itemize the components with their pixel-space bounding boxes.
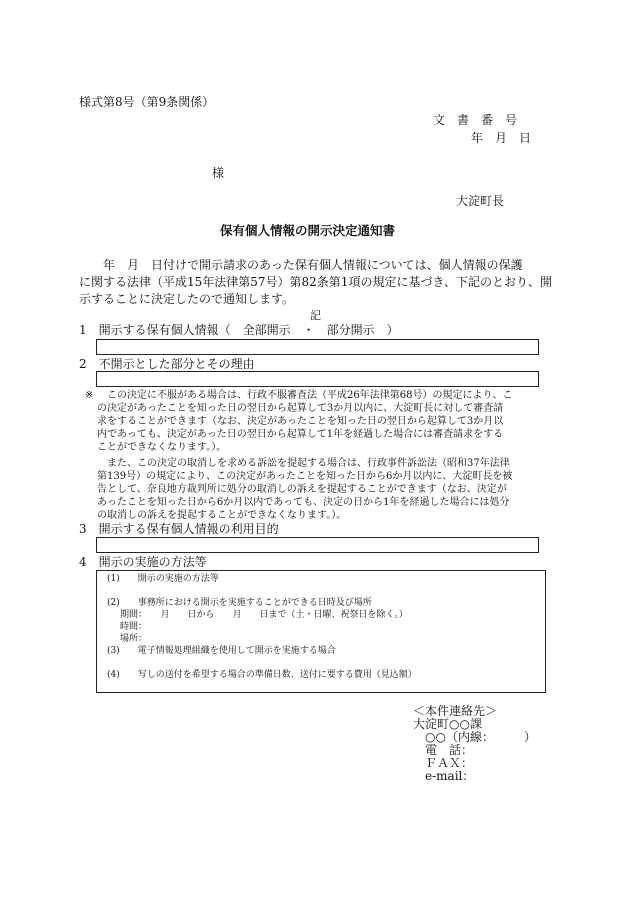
document-number-label: 文 書 番 号 — [433, 113, 518, 127]
section-4-box — [96, 570, 546, 693]
notice-paragraph-2 — [97, 457, 545, 522]
section-1-label: 1 開示する保有個人情報（ 全部開示 ・ 部分開示 ） — [79, 323, 399, 337]
contact-department: 大淀町○○課 — [413, 717, 482, 731]
method-item-2: (2) 事務所における開示を実施することができる日時及び場所 — [107, 598, 372, 608]
method-item-4: (4) 写しの送付を希望する場合の準備日数、送付に要する費用（見込額） — [107, 670, 417, 680]
method-item-2-place: 場所： — [120, 634, 148, 644]
section-4-label: 4 開示の実施の方法等 — [79, 555, 207, 569]
notice-line: この決定に不服がある場合は、行政不服審査法（平成26年法律第68号）の規定により、こ — [107, 390, 513, 401]
notice-line: の決定があったことを知った日の翌日から起算して3か月以内に、大淀町長に対して審査請 — [97, 403, 504, 414]
notice-line: 第139号）の規定により、この決定があったことを知った日から6か月以内に、大淀町長を被 — [97, 471, 513, 482]
date-label: 年 月 日 — [471, 131, 532, 145]
method-item-2-period: 期間： 月 日から 月 日まで（土・日曜、祝祭日を除く。） — [120, 610, 408, 620]
method-item-3: (3) 電子情報処理組織を使用して開示を実施する場合 — [107, 646, 336, 656]
notice-line: ことができなくなります。）。 — [97, 442, 227, 453]
contact-email: e-mail： — [425, 769, 475, 783]
page-title: 保有個人情報の開示決定通知書 — [220, 223, 396, 238]
method-item-1: (1) 開示の実施の方法等 — [107, 574, 219, 584]
notice-mark: ※ — [85, 390, 94, 401]
intro-line-2: に関する法律（平成15年法律第57号）第82条第1項の規定に基づき、下記のとおり、開 — [79, 275, 552, 289]
addressee-suffix: 様 — [212, 166, 225, 180]
section-1-field[interactable] — [96, 339, 539, 355]
issuer-name: 大淀町長 — [456, 194, 505, 208]
notice-line: 内であっても、決定があった日の翌日から起算して1年を経過した場合には審査請求をする — [97, 429, 504, 440]
notice-line: あったことを知った日から6か月以内であっても、決定の日から1年を経過した場合には処分 — [97, 497, 510, 508]
notice-line: 求をすることができます（なお、決定があったことを知った日の翌日から起算して3か月以 — [97, 416, 504, 427]
contact-tel: 電 話： — [425, 743, 474, 757]
intro-line-3: 示することに決定したので通知します。 — [79, 292, 295, 306]
section-3-label: 3 開示する保有個人情報の利用目的 — [79, 522, 279, 536]
notice-paragraph-1 — [97, 389, 545, 454]
section-2-field[interactable] — [96, 371, 539, 387]
notice-line: の取消しの訴えを提起することができなくなります。）。 — [97, 510, 347, 521]
section-2-label: 2 不開示とした部分とその理由 — [79, 357, 255, 371]
contact-person: ○○（内線： ） — [425, 730, 536, 744]
section-3-field[interactable] — [96, 537, 539, 553]
notice-line: また、この決定の取消しを求める訴訟を提起する場合は、行政事件訴訟法（昭和37年法律 — [97, 458, 510, 469]
intro-line-1: 年 月 日付けで開示請求のあった保有個人情報については、個人情報の保護 — [79, 258, 523, 272]
notice-line: 告として、奈良地方裁判所に処分の取消しの訴えを提起することができます（なお、決定が — [97, 484, 507, 495]
form-number: 様式第8号（第9条関係） — [79, 95, 215, 109]
contact-heading: ＜本件連絡先＞ — [413, 704, 498, 718]
method-item-2-time: 時間： — [120, 622, 148, 632]
ki-mark: 記 — [310, 309, 321, 322]
contact-fax: ＦＡＸ： — [425, 756, 474, 770]
